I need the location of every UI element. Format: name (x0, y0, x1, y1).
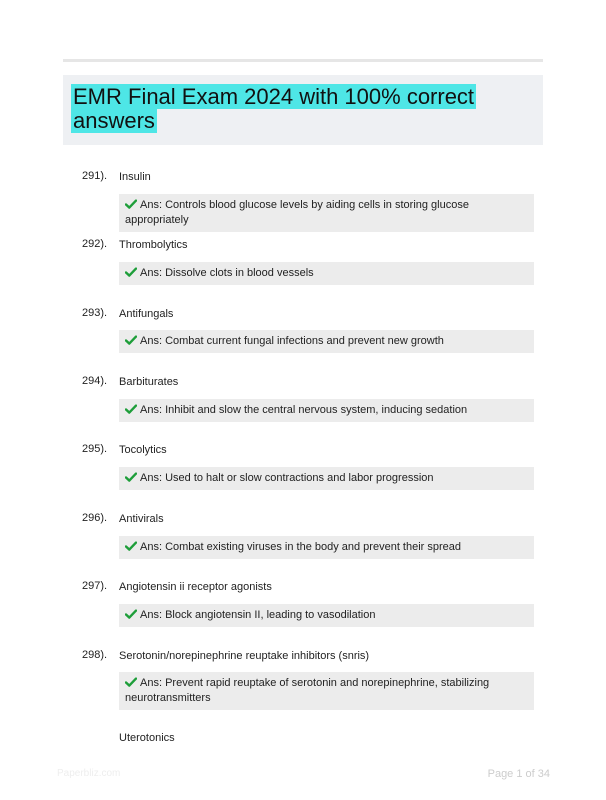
answer-prefix: Ans: (140, 404, 163, 416)
answer-prefix: Ans: (140, 677, 163, 689)
question-number: 296). (82, 512, 108, 524)
answer-text: Combat existing viruses in the body and prevent their spread (165, 541, 462, 553)
answer-prefix: Ans: (140, 609, 163, 621)
question-number: 297). (82, 580, 108, 592)
question-text: Tocolytics (119, 444, 167, 456)
answer-text: Prevent rapid reuptake of serotonin and norepinephrine, stabilizing neurotransmitters (125, 677, 490, 704)
footer-site: Paperbliz.com (57, 768, 121, 779)
check-icon (125, 472, 137, 482)
question-number: 295). (82, 443, 108, 455)
question-text: Thrombolytics (119, 239, 188, 251)
answer-prefix: Ans: (140, 267, 163, 279)
question-text: Antivirals (119, 513, 164, 525)
question-number: 293). (82, 307, 108, 319)
question-text: Barbiturates (119, 376, 179, 388)
trailing-question: Uterotonics (119, 732, 175, 744)
answer-text: Controls blood glucose levels by aiding cells in storing glucose appropriately (125, 199, 469, 226)
page-title (71, 85, 535, 133)
answer-text: Combat current fungal infections and prevent new growth (165, 335, 444, 347)
answer-box (119, 536, 534, 559)
answer-prefix: Ans: (140, 541, 163, 553)
check-icon (125, 541, 137, 551)
check-icon (125, 199, 137, 209)
answer-text: Inhibit and slow the central nervous system, inducing sedation (165, 404, 468, 416)
answer-prefix: Ans: (140, 472, 163, 484)
answer-box (119, 399, 534, 422)
question-number: 298). (82, 649, 108, 661)
check-icon (125, 335, 137, 345)
question-number: 292). (82, 238, 108, 250)
answer-box (119, 330, 534, 353)
answer-box (119, 262, 534, 285)
question-text: Antifungals (119, 308, 174, 320)
footer-page-number: Page 1 of 34 (487, 768, 550, 780)
check-icon (125, 609, 137, 619)
check-icon (125, 677, 137, 687)
title-highlight: EMR Final Exam 2024 with 100% correct answers (73, 84, 475, 133)
answer-text: Block angiotensin II, leading to vasodilation (165, 609, 376, 621)
title-banner (63, 75, 543, 145)
check-icon (125, 404, 137, 414)
question-text: Angiotensin ii receptor agonists (119, 581, 272, 593)
question-number: 294). (82, 375, 108, 387)
answer-box (119, 194, 534, 232)
top-divider (63, 59, 543, 62)
check-icon (125, 267, 137, 277)
answer-text: Used to halt or slow contractions and labor progression (165, 472, 434, 484)
question-number: 291). (82, 170, 108, 182)
question-text: Insulin (119, 171, 151, 183)
answer-text: Dissolve clots in blood vessels (165, 267, 314, 279)
answer-prefix: Ans: (140, 199, 163, 211)
answer-box (119, 604, 534, 627)
question-text: Serotonin/norepinephrine reuptake inhibitors (snris) (119, 650, 370, 662)
answer-box (119, 672, 534, 710)
answer-prefix: Ans: (140, 335, 163, 347)
answer-box (119, 467, 534, 490)
